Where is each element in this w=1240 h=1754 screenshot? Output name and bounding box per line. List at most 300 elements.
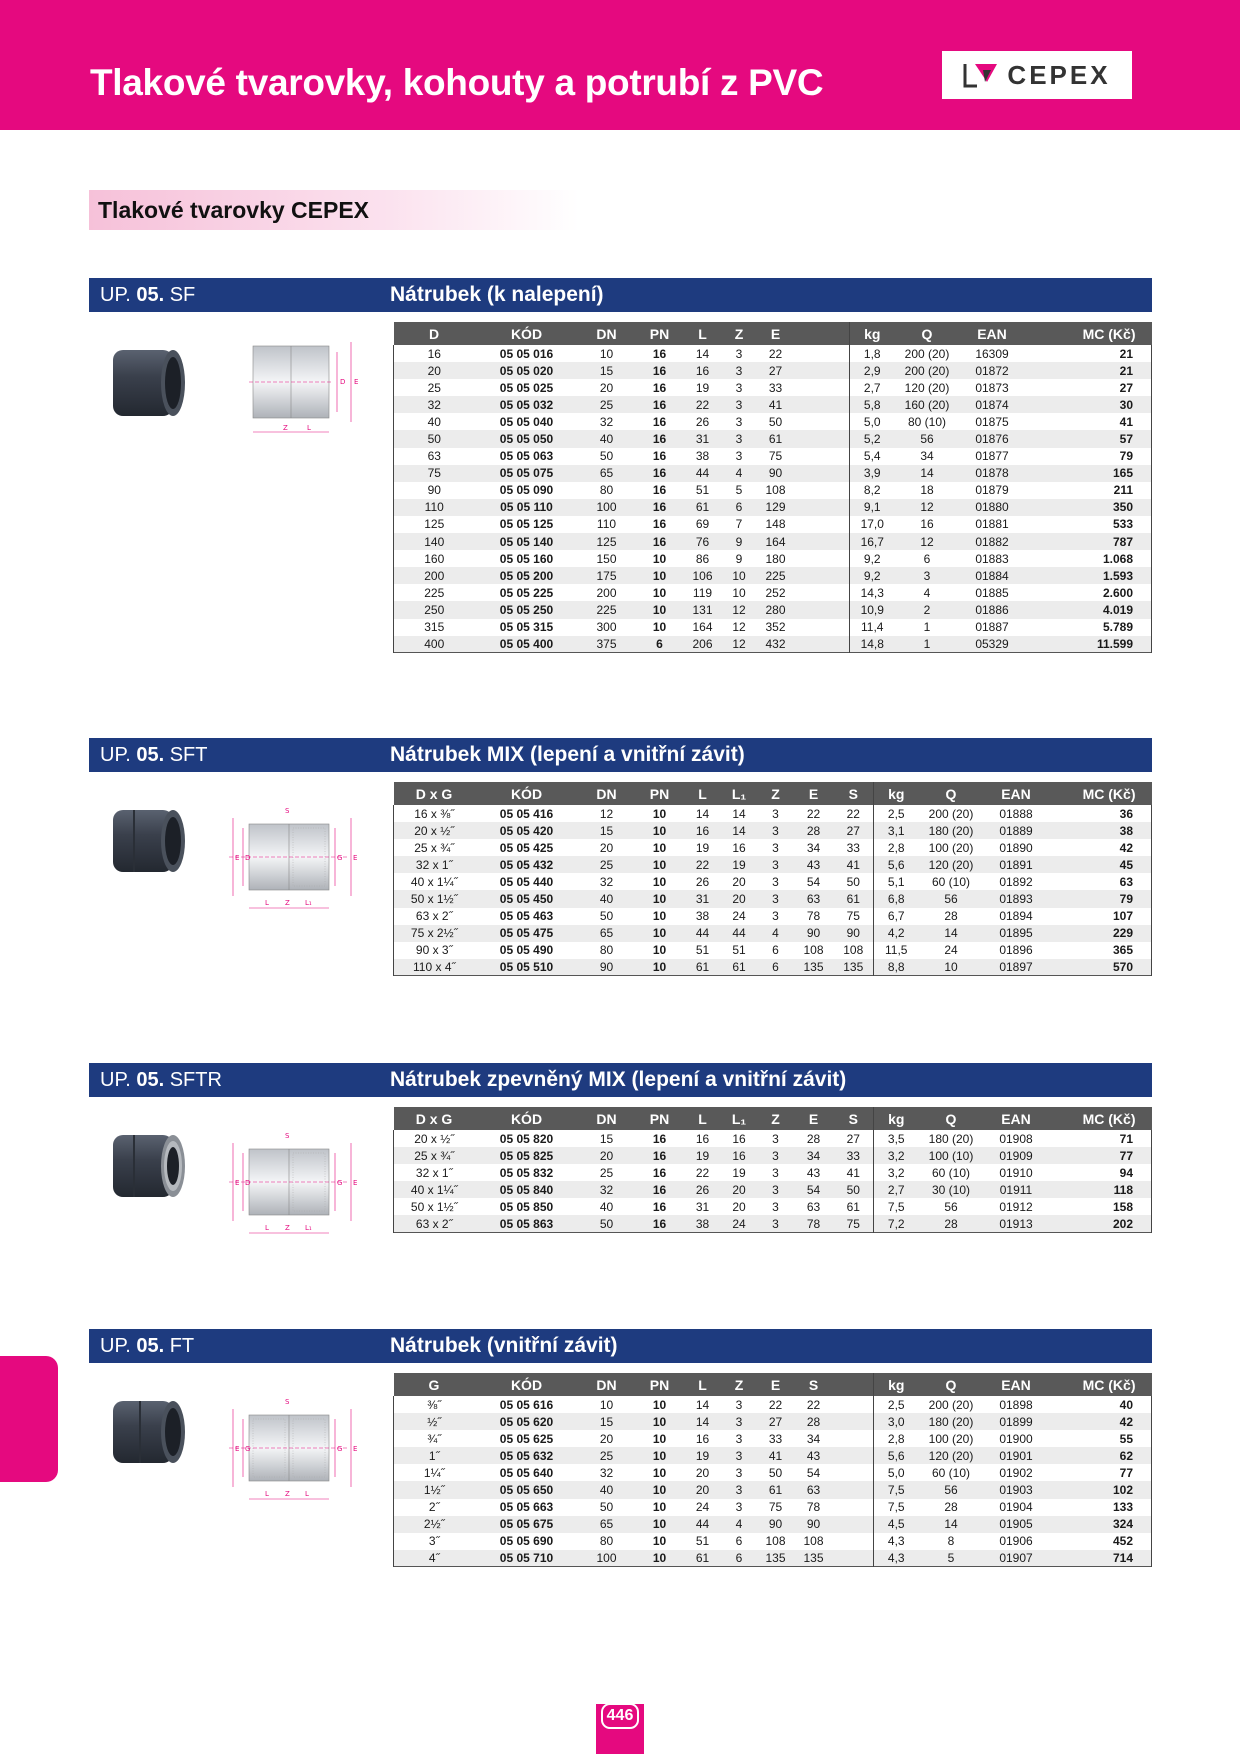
table-cell: 75 x 2½˝ <box>394 925 475 942</box>
table-cell: 05 05 510 <box>475 959 579 976</box>
table-cell: 31 <box>695 1199 710 1214</box>
product-code: UP. 05. SFT <box>100 744 208 766</box>
table-cell: 120 (20) <box>919 856 984 873</box>
block-header-bar <box>89 1063 1152 1097</box>
table-cell: 22 <box>846 806 860 821</box>
table-row <box>394 396 1152 413</box>
svg-text:L: L <box>265 1490 269 1498</box>
table-row <box>394 1447 1152 1464</box>
table-cell: 350 <box>1025 499 1152 516</box>
table-cell: 180 (20) <box>919 1413 984 1430</box>
table-cell: 28 <box>944 909 958 924</box>
table-cell: 01882 <box>960 533 1025 550</box>
table-cell: 5.789 <box>1025 619 1152 636</box>
table-cell: 3 <box>721 430 758 447</box>
table-cell: 211 <box>1025 482 1152 499</box>
table-cell: 01878 <box>960 465 1025 482</box>
table-cell: 51 <box>695 943 710 958</box>
table-cell: 01872 <box>960 362 1025 379</box>
table-cell: 10 <box>599 346 614 361</box>
spec-table-sftr <box>393 1107 1152 1233</box>
column-header: Z <box>758 782 794 805</box>
table-cell: 16 <box>652 346 667 361</box>
table-row <box>394 1481 1152 1498</box>
table-cell: 05 05 075 <box>475 465 579 482</box>
table-cell: 40 x 1¼˝ <box>394 873 475 890</box>
table-cell: 10 <box>635 925 685 942</box>
table-cell <box>834 1550 874 1567</box>
table-cell: 05 05 690 <box>499 1534 554 1549</box>
table-cell: 6,8 <box>874 890 919 907</box>
table-cell: 31 <box>685 430 721 447</box>
table-cell: 05 05 050 <box>475 430 579 447</box>
column-header: S <box>834 782 874 805</box>
table-cell <box>794 567 850 584</box>
table-cell: 28 <box>794 822 834 839</box>
table-cell: 108 <box>765 1534 786 1549</box>
table-cell: 05 05 425 <box>499 840 554 855</box>
table-cell: 3,1 <box>874 822 919 839</box>
table-row <box>394 584 1152 601</box>
table-cell: 16 <box>635 533 685 550</box>
table-cell: 108 <box>803 1534 824 1549</box>
table-cell: 05 05 450 <box>475 890 579 907</box>
table-cell: 54 <box>806 874 821 889</box>
svg-text:L₁: L₁ <box>305 899 312 907</box>
table-header-row <box>394 1373 1152 1396</box>
table-cell: 3 <box>772 909 779 924</box>
svg-text:E: E <box>235 1445 240 1453</box>
table-cell: 60 (10) <box>931 1465 971 1480</box>
table-cell: 21 <box>1025 345 1152 362</box>
table-cell <box>794 379 850 396</box>
table-row <box>394 1215 1152 1232</box>
table-cell: 300 <box>596 620 617 635</box>
technical-drawing-icon <box>229 1129 369 1239</box>
table-row <box>394 1181 1152 1198</box>
table-cell: 3 <box>758 1215 794 1232</box>
table-cell: 51 <box>732 943 746 958</box>
table-cell: 135 <box>834 959 874 976</box>
table-cell: 108 <box>843 943 864 958</box>
table-cell: 714 <box>1049 1550 1152 1567</box>
column-header: E <box>758 1373 794 1396</box>
table-cell: 119 <box>692 585 713 600</box>
table-cell: 3,0 <box>874 1413 919 1430</box>
table-cell <box>794 499 850 516</box>
table-cell: 16 <box>394 345 475 362</box>
table-cell: 05 05 090 <box>499 483 554 498</box>
table-cell: 452 <box>1049 1533 1152 1550</box>
table-cell: 20 <box>579 1147 635 1164</box>
table-cell: 106 <box>685 567 721 584</box>
table-cell: 14 <box>695 346 710 361</box>
table-cell: 250 <box>394 601 475 618</box>
product-description: Nátrubek (k nalepení) <box>390 283 604 306</box>
table-cell: 160 (20) <box>895 396 960 413</box>
table-cell: 3 <box>735 1465 743 1480</box>
table-cell: 32 <box>394 396 475 413</box>
table-cell: 16 <box>635 396 685 413</box>
table-cell: 05 05 840 <box>475 1181 579 1198</box>
table-cell: 100 (20) <box>928 1431 974 1446</box>
table-cell: 10 <box>652 1465 667 1480</box>
table-cell: 01896 <box>999 943 1033 958</box>
section-title: Tlakové tvarovky CEPEX <box>89 190 579 230</box>
table-row <box>394 601 1152 618</box>
table-cell: 19 <box>695 840 710 855</box>
table-cell: 12 <box>599 806 614 821</box>
table-cell: 3 <box>758 1147 794 1164</box>
table-cell: 38 <box>695 449 710 464</box>
table-cell: 27 <box>1025 379 1152 396</box>
table-cell <box>794 636 850 653</box>
table-cell: 3˝ <box>394 1533 475 1550</box>
table-cell: 40 <box>394 413 475 430</box>
table-cell: 50 <box>394 430 475 447</box>
table-cell: 60 (10) <box>931 874 971 889</box>
table-cell: 33 <box>768 1431 783 1446</box>
svg-text:G: G <box>337 854 343 862</box>
table-cell: 32 <box>599 1465 614 1480</box>
table-cell: 108 <box>803 943 824 958</box>
table-cell: 5,0 <box>874 1464 919 1481</box>
table-cell <box>794 533 850 550</box>
column-header: DN <box>579 1107 635 1130</box>
column-header: L <box>685 1373 721 1396</box>
table-cell: 4,3 <box>874 1550 919 1567</box>
table-cell: 90 <box>758 465 794 482</box>
table-cell: 20 <box>599 1431 614 1446</box>
table-cell: 7 <box>735 517 743 532</box>
table-cell: 05 05 225 <box>499 585 554 600</box>
table-cell: 200 (20) <box>895 362 960 379</box>
table-cell: 3 <box>772 840 779 855</box>
table-cell: 1 <box>923 620 931 635</box>
table-cell: 01884 <box>960 567 1025 584</box>
table-cell: 62 <box>1049 1447 1152 1464</box>
table-cell: 3 <box>721 396 758 413</box>
table-cell: 2,5 <box>874 1396 919 1413</box>
table-cell: 20 <box>721 890 758 907</box>
svg-text:E: E <box>353 1179 358 1187</box>
table-cell: 12 <box>732 620 746 635</box>
table-cell: 05 05 416 <box>499 806 554 821</box>
table-cell: 24 <box>732 909 746 924</box>
table-cell: 14 <box>695 806 710 821</box>
table-cell: 107 <box>1049 908 1152 925</box>
table-cell: 14 <box>695 1397 710 1412</box>
table-cell: 76 <box>685 533 721 550</box>
table-cell: 7,5 <box>874 1198 919 1215</box>
table-cell: 4˝ <box>394 1550 475 1567</box>
table-cell: 40 <box>579 430 635 447</box>
table-row <box>394 499 1152 516</box>
table-cell: 160 <box>394 550 475 567</box>
table-cell: 50 <box>768 414 783 429</box>
table-row <box>394 925 1152 942</box>
table-row <box>394 345 1152 362</box>
column-header: EAN <box>984 1107 1049 1130</box>
table-row <box>394 1413 1152 1430</box>
table-row <box>394 1198 1152 1215</box>
svg-text:Z: Z <box>285 899 290 907</box>
table-cell: 90 <box>579 959 635 976</box>
column-header: L₁ <box>721 782 758 805</box>
table-cell <box>794 345 850 362</box>
table-cell: 25 x ¾˝ <box>394 1147 475 1164</box>
table-cell: 01888 <box>999 806 1033 821</box>
table-cell: 61 <box>758 1481 794 1498</box>
table-cell: 54 <box>794 1181 834 1198</box>
table-cell: 41 <box>846 1165 860 1180</box>
table-cell: 80 <box>599 483 614 498</box>
table-cell: 10 <box>635 1550 685 1567</box>
table-cell: 77 <box>1049 1464 1152 1481</box>
table-cell: 4 <box>721 465 758 482</box>
svg-text:E: E <box>354 378 359 386</box>
table-cell: 20 x ½˝ <box>394 822 475 839</box>
table-cell: 3 <box>758 890 794 907</box>
table-cell: 225 <box>579 601 635 618</box>
column-header: D x G <box>394 782 475 805</box>
table-cell: 05 05 420 <box>475 822 579 839</box>
table-cell: 50 <box>768 1465 783 1480</box>
table-cell: 16 <box>652 1131 667 1146</box>
table-cell: ⅜˝ <box>394 1396 475 1413</box>
table-cell: 6 <box>635 636 685 653</box>
table-cell: 148 <box>765 517 786 532</box>
cepex-logo-icon <box>963 62 1001 88</box>
table-cell: 158 <box>1049 1198 1152 1215</box>
table-cell: 252 <box>765 585 786 600</box>
table-cell: 01874 <box>960 396 1025 413</box>
table-cell: 28 <box>919 1215 984 1232</box>
table-cell: 05 05 490 <box>499 943 554 958</box>
table-cell: ¾˝ <box>394 1430 475 1447</box>
table-cell: 9,2 <box>850 567 895 584</box>
table-cell: 135 <box>794 959 834 976</box>
table-cell: 01885 <box>975 585 1009 600</box>
reinforced-socket-photo-icon <box>105 1127 187 1205</box>
column-header: Q <box>919 782 984 805</box>
column-header: Z <box>721 322 758 345</box>
table-cell: 16,7 <box>850 533 895 550</box>
table-cell: 05 05 832 <box>499 1165 554 1180</box>
table-cell: 01902 <box>999 1465 1033 1480</box>
column-header: E <box>794 1107 834 1130</box>
table-cell: 10 <box>635 601 685 618</box>
table-cell: 10 <box>652 909 667 924</box>
table-cell: 1½˝ <box>394 1481 475 1498</box>
table-cell: 01909 <box>984 1147 1049 1164</box>
table-cell: 01903 <box>984 1481 1049 1498</box>
column-header <box>794 322 850 345</box>
column-header: KÓD <box>475 1373 579 1396</box>
table-cell: 05 05 110 <box>475 499 579 516</box>
table-cell: 61 <box>685 959 721 976</box>
table-cell: 3 <box>721 1447 758 1464</box>
table-cell: 10 <box>635 959 685 976</box>
svg-text:L: L <box>305 1490 309 1498</box>
column-header: EAN <box>960 322 1025 345</box>
table-row <box>394 413 1152 430</box>
table-cell: 11.599 <box>1025 636 1152 653</box>
table-cell: 34 <box>806 840 821 855</box>
table-cell: 110 <box>596 517 617 532</box>
table-cell: 05 05 850 <box>499 1199 554 1214</box>
table-cell: 4,2 <box>874 925 919 942</box>
table-row <box>394 908 1152 925</box>
table-cell: 38 <box>695 909 710 924</box>
table-cell: 26 <box>685 1181 721 1198</box>
table-cell <box>794 448 850 465</box>
svg-text:S: S <box>285 1132 290 1140</box>
table-cell: 225 <box>394 584 475 601</box>
table-row <box>394 1396 1152 1413</box>
column-header: E <box>758 322 794 345</box>
table-cell: 44 <box>685 465 721 482</box>
table-cell: 05 05 675 <box>475 1516 579 1533</box>
table-cell: 05 05 863 <box>475 1215 579 1232</box>
table-cell: 50 <box>599 1500 614 1515</box>
table-cell: 10 <box>721 567 758 584</box>
table-cell: 05 05 475 <box>475 925 579 942</box>
table-row <box>394 873 1152 890</box>
table-cell: 432 <box>758 636 794 653</box>
table-cell: 3 <box>772 1199 779 1214</box>
table-cell: 32 <box>579 1181 635 1198</box>
table-cell: 5,0 <box>850 413 895 430</box>
column-header: S <box>794 1373 834 1396</box>
table-cell: 1,8 <box>850 345 895 362</box>
table-cell: 27 <box>846 1131 860 1146</box>
table-cell: 42 <box>1049 839 1152 856</box>
table-cell: 01890 <box>999 840 1033 855</box>
table-cell: 22 <box>768 1397 783 1412</box>
table-cell: 69 <box>695 517 710 532</box>
table-cell: 75 <box>846 909 860 924</box>
table-cell: 01883 <box>975 551 1009 566</box>
table-cell: 43 <box>794 856 834 873</box>
table-cell: 01913 <box>984 1215 1049 1232</box>
table-cell <box>794 619 850 636</box>
table-cell: 28 <box>794 1413 834 1430</box>
table-cell: 8,2 <box>850 482 895 499</box>
column-header: D x G <box>394 1107 475 1130</box>
table-cell: 50 <box>846 874 860 889</box>
table-cell: 34 <box>794 1147 834 1164</box>
table-cell: 3 <box>735 1500 743 1515</box>
table-cell: 01880 <box>960 499 1025 516</box>
table-cell: 32 x 1˝ <box>394 1164 475 1181</box>
table-cell: 01873 <box>975 380 1009 395</box>
table-cell: 56 <box>895 430 960 447</box>
table-cell: 05 05 200 <box>475 567 579 584</box>
table-cell: 05 05 650 <box>475 1481 579 1498</box>
column-header: D <box>394 322 475 345</box>
table-cell: 40 x 1¼˝ <box>394 1181 475 1198</box>
table-cell: 71 <box>1049 1130 1152 1147</box>
table-cell: 75 <box>834 1215 874 1232</box>
table-cell: 90 x 3˝ <box>394 942 475 959</box>
table-cell: 10 <box>652 1500 667 1515</box>
table-cell: 3,2 <box>874 1147 919 1164</box>
table-cell: 27 <box>758 1413 794 1430</box>
table-cell: 01904 <box>999 1500 1033 1515</box>
table-cell: 05 05 315 <box>499 620 554 635</box>
table-cell: 75 <box>768 1500 783 1515</box>
table-cell: 16 <box>652 1199 667 1214</box>
table-row <box>394 890 1152 907</box>
table-cell: 61 <box>685 1550 721 1567</box>
table-cell: 12 <box>895 533 960 550</box>
table-cell: 32 <box>599 874 614 889</box>
table-cell: 200 (20) <box>904 346 950 361</box>
technical-drawing-icon <box>247 338 367 438</box>
table-cell: 01895 <box>984 925 1049 942</box>
table-cell: 6 <box>772 943 779 958</box>
table-cell: 50 <box>579 1215 635 1232</box>
table-cell: 01906 <box>999 1534 1033 1549</box>
table-cell: 24 <box>695 1500 710 1515</box>
svg-text:L: L <box>265 1224 269 1232</box>
table-cell: 202 <box>1049 1215 1152 1232</box>
table-cell: 40 <box>1049 1396 1152 1413</box>
svg-text:Z: Z <box>285 1224 290 1232</box>
table-cell: 50 <box>834 1181 874 1198</box>
table-cell: 28 <box>806 1131 821 1146</box>
table-cell: 10 <box>635 1447 685 1464</box>
table-cell: 9 <box>735 551 743 566</box>
table-cell: 10 <box>635 567 685 584</box>
table-cell: 6 <box>735 1534 743 1549</box>
table-cell: 05 05 040 <box>499 414 554 429</box>
table-cell: 41 <box>758 1447 794 1464</box>
svg-text:D: D <box>245 1179 251 1187</box>
table-row <box>394 465 1152 482</box>
table-cell <box>794 516 850 533</box>
table-cell: 3 <box>758 822 794 839</box>
table-cell: 90 <box>394 482 475 499</box>
table-cell: 05 05 663 <box>499 1500 554 1515</box>
table-cell: 01887 <box>975 620 1009 635</box>
table-cell: 78 <box>806 909 821 924</box>
table-cell: 30 (10) <box>919 1181 984 1198</box>
table-cell: 01901 <box>984 1447 1049 1464</box>
table-cell: 80 <box>599 943 614 958</box>
table-cell: 18 <box>920 483 934 498</box>
table-cell: 20 <box>695 1465 710 1480</box>
table-cell: 10 <box>652 1431 667 1446</box>
table-cell: 11,4 <box>850 619 895 636</box>
table-cell: 14,3 <box>850 584 895 601</box>
table-cell: 10 <box>919 959 984 976</box>
table-cell: 01875 <box>975 414 1009 429</box>
table-cell: 26 <box>695 414 710 429</box>
table-cell: 50 <box>599 909 614 924</box>
table-cell: 20 <box>394 362 475 379</box>
table-cell: 206 <box>685 636 721 653</box>
table-cell: 78 <box>794 1215 834 1232</box>
table-cell: 3 <box>721 1413 758 1430</box>
table-cell: 43 <box>794 1447 834 1464</box>
table-cell: 80 <box>599 1534 614 1549</box>
table-cell: 05 05 160 <box>499 551 554 566</box>
column-header: L₁ <box>721 1107 758 1130</box>
table-cell: 33 <box>768 380 783 395</box>
table-cell: 10 <box>652 806 667 821</box>
